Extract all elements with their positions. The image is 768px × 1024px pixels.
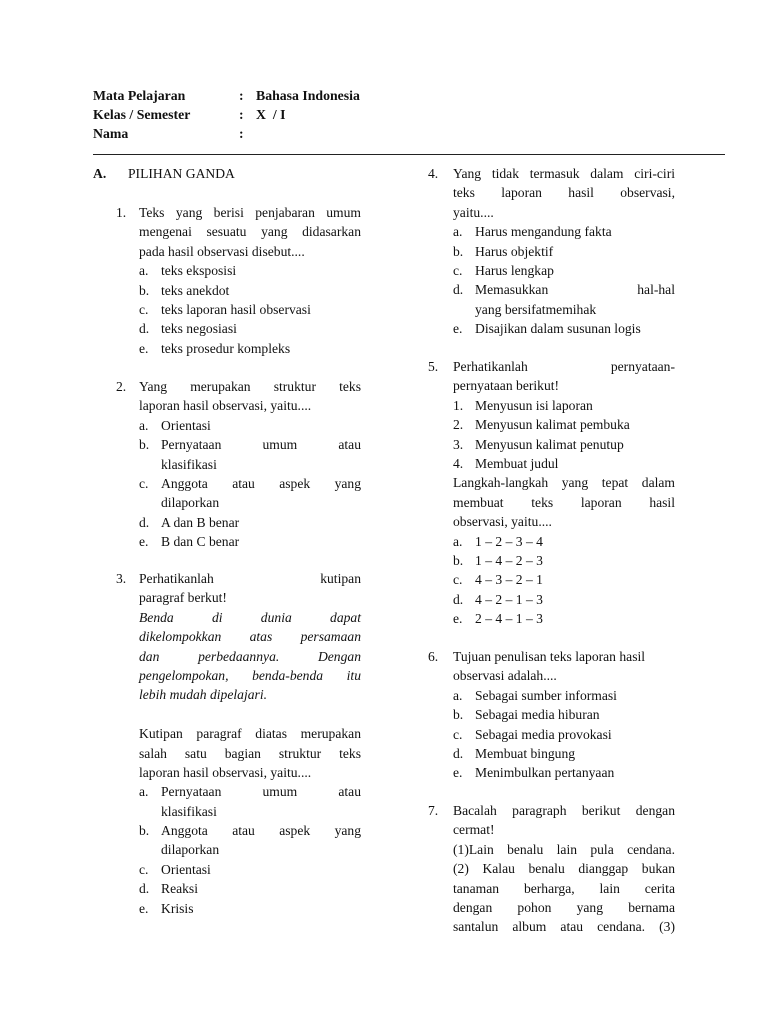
option-c[interactable]: c. Sebagai media provokasi xyxy=(453,726,612,742)
option-c[interactable]: c. Orientasi xyxy=(139,861,211,877)
option-b[interactable]: b. teks anekdot xyxy=(139,282,230,298)
colon: : xyxy=(239,88,244,103)
question-number: 5. xyxy=(428,359,439,374)
question-text-line: Langkah-langkah yang tepat dalam xyxy=(453,475,675,491)
question-text-line: observasi, yaitu.... xyxy=(453,514,552,530)
option-d[interactable]: d. A dan B benar xyxy=(139,514,240,530)
option-e[interactable]: e. B dan C benar xyxy=(139,534,240,550)
option-d[interactable]: d. 4 – 2 – 1 – 3 xyxy=(453,591,543,607)
question-number: 7. xyxy=(428,803,439,818)
option-b[interactable]: b. Harus objektif xyxy=(453,243,554,259)
class-value: X / I xyxy=(256,107,286,122)
option-b[interactable]: b. Sebagai media hiburan xyxy=(453,707,600,723)
subject-label: Mata Pelajaran xyxy=(93,88,186,103)
section-heading xyxy=(93,164,235,183)
option-c[interactable]: c. 4 – 3 – 2 – 1 xyxy=(453,572,543,588)
question-text-line: mengenai sesuatu yang didasarkan xyxy=(139,224,361,240)
quote-line: lebih mudah dipelajari. xyxy=(139,687,267,703)
option-a[interactable]: a. 1 – 2 – 3 – 4 xyxy=(453,533,543,549)
option-a[interactable]: a. Orientasi xyxy=(139,417,211,433)
option-e[interactable]: e. Disajikan dalam susunan logis xyxy=(453,321,641,337)
statement-3: 3. Menyusun kalimat penutup xyxy=(453,436,624,452)
statement-1: 1. Menyusun isi laporan xyxy=(453,397,593,413)
question-text-line: laporan hasil observasi, yaitu.... xyxy=(139,764,312,780)
option-a[interactable]: a. Sebagai sumber informasi xyxy=(453,687,617,703)
option-d-cont: yang bersifatmemihak xyxy=(475,301,597,317)
section-letter: A. xyxy=(93,166,107,181)
option-b-cont: dilaporkan xyxy=(161,842,220,858)
colon: : xyxy=(239,107,244,122)
option-a[interactable]: a. Harus mengandung fakta xyxy=(453,224,612,240)
option-b[interactable]: b. Pernyataan umum atau xyxy=(139,437,361,453)
question-text-line: Perhatikanlah kutipan xyxy=(139,571,361,586)
option-e[interactable]: e. teks prosedur kompleks xyxy=(139,340,291,356)
question-text-line: Tujuan penulisan teks laporan hasil xyxy=(453,649,646,664)
question-text-line: observasi adalah.... xyxy=(453,668,557,684)
statement-2: 2. Menyusun kalimat pembuka xyxy=(453,417,630,433)
option-a[interactable]: a. teks eksposisi xyxy=(139,263,237,279)
question-text-line: membuat teks laporan hasil xyxy=(453,494,675,510)
question-text-line: Kutipan paragraf diatas merupakan xyxy=(139,726,361,742)
question-text-line: Perhatikanlah pernyataan- xyxy=(453,359,675,374)
name-label: Nama xyxy=(93,126,129,141)
quote-line: Benda di dunia dapat xyxy=(139,609,361,625)
spacer xyxy=(139,705,361,724)
statement-4: 4. Membuat judul xyxy=(453,455,559,471)
option-d[interactable]: d. Reaksi xyxy=(139,881,198,897)
question-text-line: Yang merupakan struktur teks xyxy=(139,379,361,394)
class-row xyxy=(93,107,286,123)
colon: : xyxy=(239,126,244,141)
header-divider xyxy=(93,154,725,155)
question-text-line: salah satu bagian struktur teks xyxy=(139,745,361,761)
question-text-line: cermat! xyxy=(453,822,495,838)
question-text-line: Teks yang berisi penjabaran umum xyxy=(139,205,361,220)
option-b[interactable]: b. 1 – 4 – 2 – 3 xyxy=(453,552,543,568)
quote-line: dikelompokkan atas persamaan xyxy=(139,629,361,645)
option-e[interactable]: e. Krisis xyxy=(139,900,194,916)
quote-line: pengelompokan, benda-benda itu xyxy=(139,667,361,683)
question-text-line: yaitu.... xyxy=(453,204,494,220)
option-c[interactable]: c. Harus lengkap xyxy=(453,262,554,278)
question-text-line: Bacalah paragraph berikut dengan xyxy=(453,803,675,818)
subject-row xyxy=(93,88,360,104)
subject-value: Bahasa Indonesia xyxy=(256,88,360,103)
question-text-line: Yang tidak termasuk dalam ciri-ciri xyxy=(453,166,675,181)
question-number: 4. xyxy=(428,166,439,181)
option-d[interactable]: d. Memasukkan hal-hal xyxy=(453,282,675,298)
paragraph-line: tanaman berharga, lain cerita xyxy=(453,880,675,896)
option-b[interactable]: b. Anggota atau aspek yang xyxy=(139,823,361,839)
option-d[interactable]: d. teks negosiasi xyxy=(139,321,237,337)
class-label: Kelas / Semester xyxy=(93,107,191,122)
option-c[interactable]: c. Anggota atau aspek yang xyxy=(139,475,361,491)
question-text-line: pernyataan berikut! xyxy=(453,378,560,394)
option-d[interactable]: d. Membuat bingung xyxy=(453,745,576,761)
section-title: PILIHAN GANDA xyxy=(128,166,235,181)
question-number: 6. xyxy=(428,649,439,664)
question-text-line: pada hasil observasi disebut.... xyxy=(139,243,305,259)
question-number: 1. xyxy=(116,205,127,220)
question-text-line: paragraf berkut! xyxy=(139,590,227,606)
quote-line: dan perbedaannya. Dengan xyxy=(139,648,361,664)
name-row xyxy=(93,126,256,142)
paragraph-line: (1)Lain benalu lain pula cendana. xyxy=(453,841,675,857)
option-c-cont: dilaporkan xyxy=(161,495,220,511)
question-number: 3. xyxy=(116,571,127,586)
option-a[interactable]: a. Pernyataan umum atau xyxy=(139,784,361,800)
question-number: 2. xyxy=(116,379,127,394)
paragraph-line: santalun album atau cendana. (3) xyxy=(453,919,675,935)
question-text-line: teks laporan hasil observasi, xyxy=(453,185,675,201)
option-e[interactable]: e. 2 – 4 – 1 – 3 xyxy=(453,611,543,627)
paragraph-line: (2) Kalau benalu dianggap bukan xyxy=(453,861,675,877)
question-text-line: laporan hasil observasi, yaitu.... xyxy=(139,398,312,414)
option-b-cont: klasifikasi xyxy=(161,456,217,472)
option-c[interactable]: c. teks laporan hasil observasi xyxy=(139,301,311,317)
option-e[interactable]: e. Menimbulkan pertanyaan xyxy=(453,765,615,781)
option-a-cont: klasifikasi xyxy=(161,803,217,819)
paragraph-line: dengan pohon yang bernama xyxy=(453,899,675,915)
